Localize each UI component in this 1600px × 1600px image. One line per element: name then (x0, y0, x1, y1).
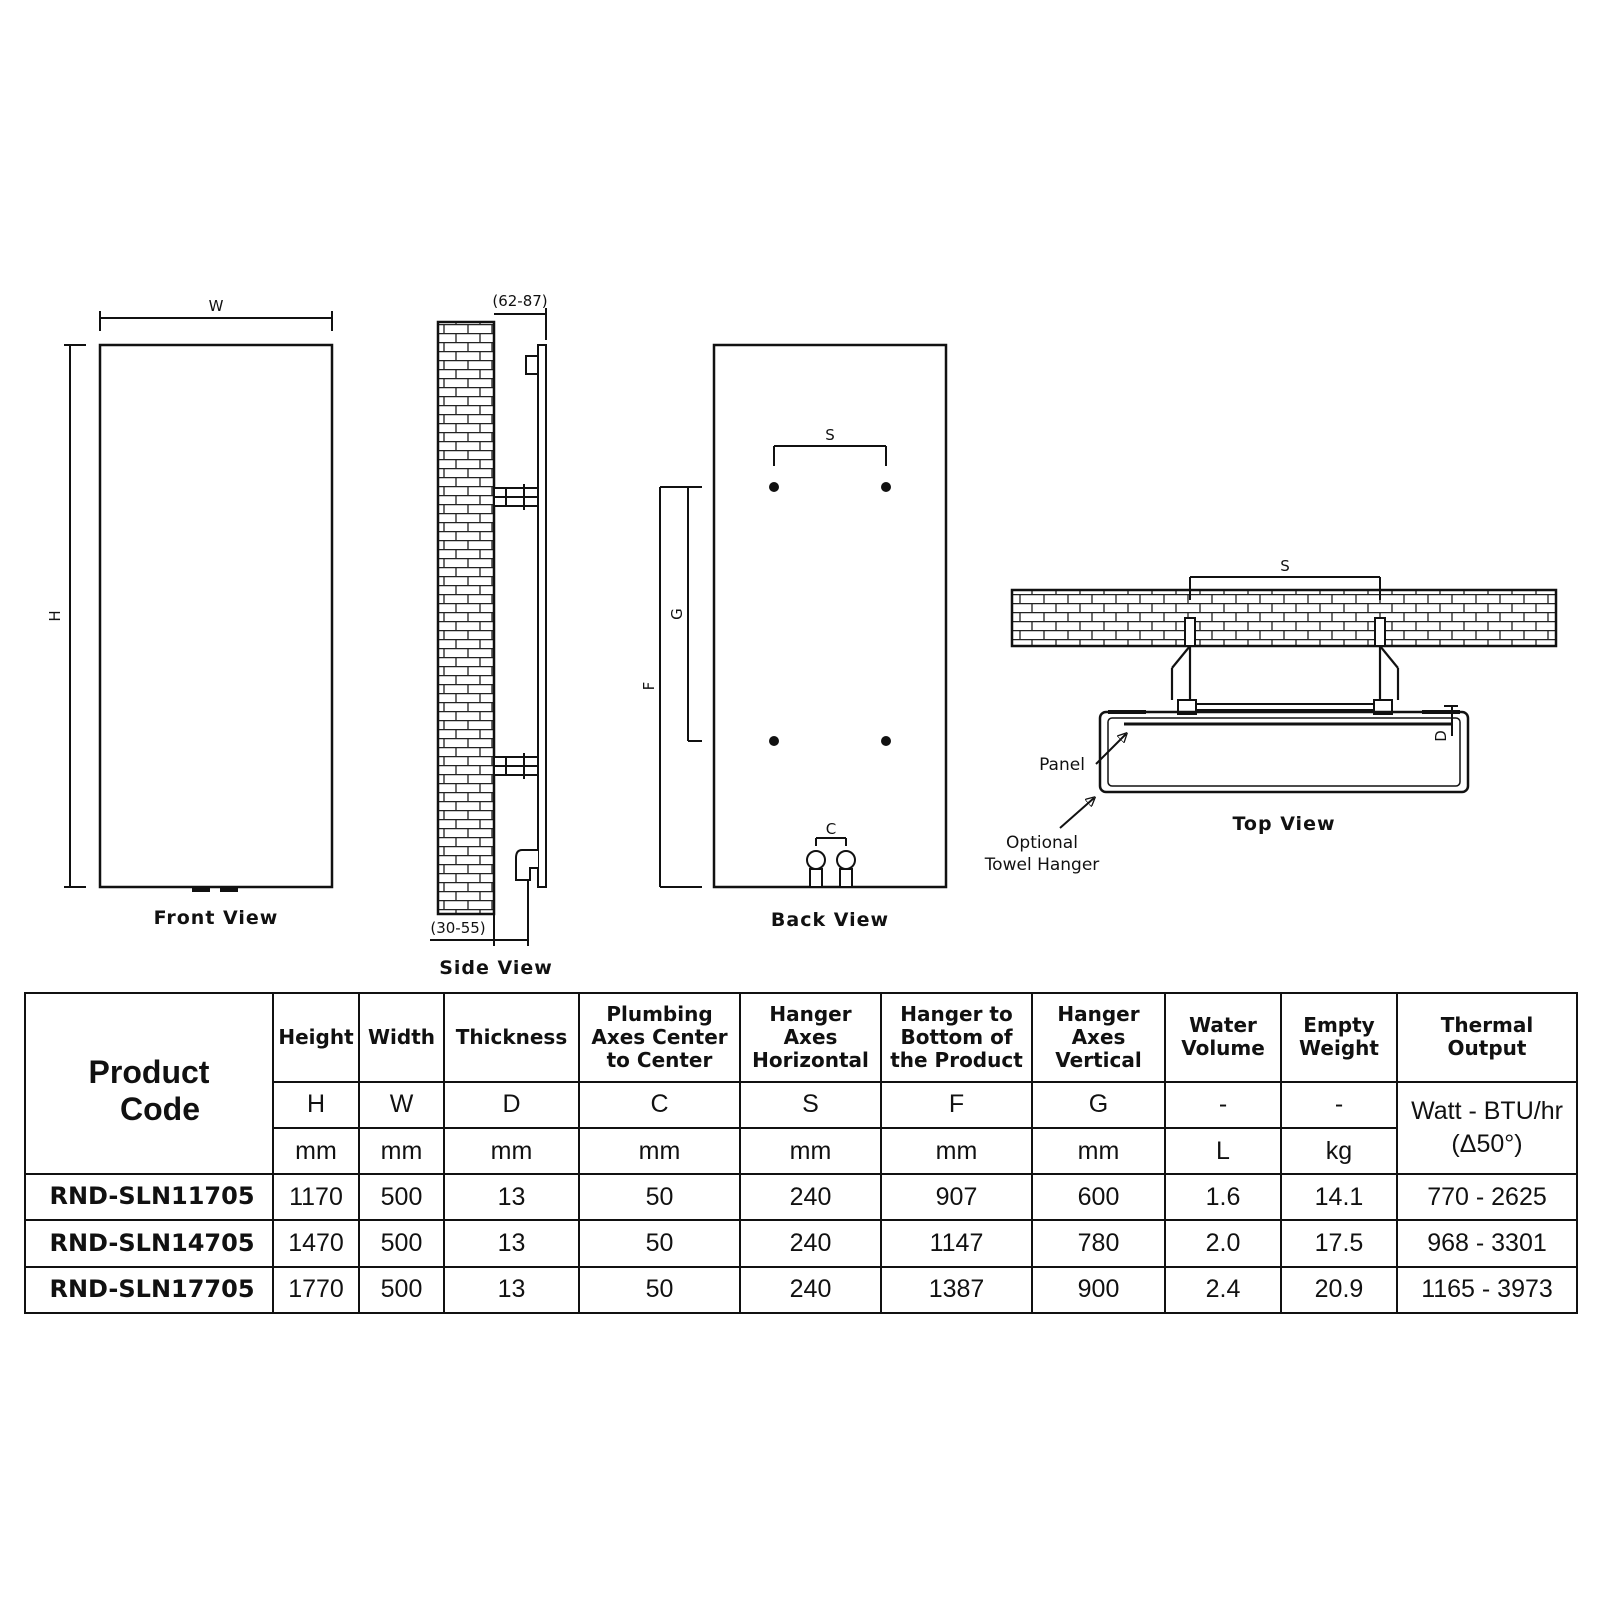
table-row (25, 1267, 1577, 1313)
symbol-cell: H (273, 1082, 359, 1128)
value-cell: 240 (740, 1174, 881, 1220)
top-view (984, 557, 1556, 875)
header-thickness: Thickness (444, 993, 579, 1082)
side-wall-brick (438, 322, 494, 914)
front-view-title: Front View (153, 907, 279, 929)
unit-cell: mm (359, 1128, 444, 1174)
side-view-title: Side View (439, 957, 553, 979)
side-view (430, 292, 553, 979)
product-code-header (25, 993, 273, 1174)
value-cell: 2.4 (1165, 1267, 1281, 1313)
side-top-spacer (526, 356, 538, 374)
back-f-label: F (640, 681, 658, 691)
back-s-label: S (825, 426, 835, 444)
side-valve (516, 850, 538, 880)
value-cell: 1165 - 3973 (1397, 1267, 1577, 1313)
header-width: Width (359, 993, 444, 1082)
panel-callout-label: Panel (1039, 755, 1085, 775)
value-cell: 240 (740, 1267, 881, 1313)
thermal-output-delta: (Δ50°) (1451, 1129, 1523, 1158)
symbol-cell: D (444, 1082, 579, 1128)
value-cell: 500 (359, 1267, 444, 1313)
symbol-cell: F (881, 1082, 1032, 1128)
back-f-dimension (660, 487, 702, 887)
header-height: Height (273, 993, 359, 1082)
symbol-cell: S (740, 1082, 881, 1128)
value-cell: 1470 (273, 1220, 359, 1266)
value-cell: 14.1 (1281, 1174, 1397, 1220)
height-dimension (64, 345, 86, 887)
back-g-label: G (668, 608, 686, 620)
header-water-volume: Water Volume (1165, 993, 1281, 1082)
header-hanger-axes-vertical: Hanger Axes Vertical (1032, 993, 1165, 1082)
back-c-label: C (825, 820, 837, 838)
hanger-hole-top-right (881, 482, 891, 492)
value-cell: 907 (881, 1174, 1032, 1220)
side-upper-bracket (494, 484, 538, 510)
top-panel-inner (1108, 718, 1460, 786)
value-cell: 780 (1032, 1220, 1165, 1266)
header-hanger-axes-horizontal: Hanger Axes Horizontal (740, 993, 881, 1082)
value-cell: 1.6 (1165, 1174, 1281, 1220)
unit-cell: L (1165, 1128, 1281, 1174)
unit-cell: mm (273, 1128, 359, 1174)
specification-table (24, 992, 1578, 1314)
value-cell: 2.0 (1165, 1220, 1281, 1266)
value-cell: 240 (740, 1220, 881, 1266)
back-view (640, 345, 946, 931)
value-cell: 13 (444, 1174, 579, 1220)
unit-cell: kg (1281, 1128, 1397, 1174)
table-header-row (25, 993, 1577, 1082)
height-label: H (46, 610, 64, 622)
top-hanger-arms (1172, 646, 1398, 700)
value-cell: 1170 (273, 1174, 359, 1220)
hanger-hole-top-left (769, 482, 779, 492)
back-view-title: Back View (770, 909, 890, 931)
unit-cell: mm (1032, 1128, 1165, 1174)
symbol-cell: - (1281, 1082, 1397, 1128)
hanger-hole-bottom-left (769, 736, 779, 746)
towel-hanger-callout-label-2: Towel Hanger (984, 855, 1100, 875)
hanger-hole-bottom-right (881, 736, 891, 746)
product-code-cell: RND-SLN17705 (25, 1267, 273, 1313)
thermal-output-symbol: Watt - BTU/hr (1411, 1097, 1563, 1126)
value-cell: 50 (579, 1174, 740, 1220)
table-row (25, 1174, 1577, 1220)
side-bottom-gap-label: (30-55) (430, 919, 486, 937)
side-top-gap-dimension (494, 308, 546, 340)
symbol-cell: - (1165, 1082, 1281, 1128)
value-cell: 900 (1032, 1267, 1165, 1313)
value-cell: 770 - 2625 (1397, 1174, 1577, 1220)
side-lower-bracket (494, 753, 538, 779)
header-plumbing-axes: Plumbing Axes Center to Center (579, 993, 740, 1082)
value-cell: 1770 (273, 1267, 359, 1313)
top-view-title: Top View (1232, 813, 1336, 835)
value-cell: 1147 (881, 1220, 1032, 1266)
unit-cell: mm (740, 1128, 881, 1174)
value-cell: 50 (579, 1220, 740, 1266)
value-cell: 968 - 3301 (1397, 1220, 1577, 1266)
top-d-label: D (1432, 730, 1450, 742)
value-cell: 500 (359, 1220, 444, 1266)
thermal-output-unit-cell (1397, 1082, 1577, 1175)
value-cell: 1387 (881, 1267, 1032, 1313)
unit-cell: mm (579, 1128, 740, 1174)
value-cell: 500 (359, 1174, 444, 1220)
front-panel (100, 345, 332, 887)
towel-hanger-callout-label-1: Optional (1006, 833, 1078, 853)
unit-cell: mm (881, 1128, 1032, 1174)
header-hanger-to-bottom: Hanger to Bottom of the Product (881, 993, 1032, 1082)
unit-cell: mm (444, 1128, 579, 1174)
front-view (46, 297, 332, 929)
side-top-gap-label: (62-87) (492, 292, 548, 310)
product-code-cell: RND-SLN11705 (25, 1174, 273, 1220)
value-cell: 17.5 (1281, 1220, 1397, 1266)
table-row (25, 1220, 1577, 1266)
value-cell: 600 (1032, 1174, 1165, 1220)
product-code-header-line-2: Code (120, 1090, 200, 1127)
symbol-cell: W (359, 1082, 444, 1128)
value-cell: 13 (444, 1220, 579, 1266)
product-code-header-line-1: Product (88, 1053, 210, 1090)
value-cell: 13 (444, 1267, 579, 1313)
value-cell: 50 (579, 1267, 740, 1313)
towel-hanger-callout-arrow (1060, 798, 1094, 828)
top-wall-brick (1012, 590, 1556, 646)
front-valve-left (192, 887, 210, 892)
value-cell: 20.9 (1281, 1267, 1397, 1313)
symbol-cell: C (579, 1082, 740, 1128)
back-g-dimension (688, 487, 702, 741)
header-thermal-output: Thermal Output (1397, 993, 1577, 1082)
symbol-cell: G (1032, 1082, 1165, 1128)
side-panel (538, 345, 546, 887)
header-empty-weight: Empty Weight (1281, 993, 1397, 1082)
top-s-label: S (1280, 557, 1290, 575)
product-code-cell: RND-SLN14705 (25, 1220, 273, 1266)
front-valve-right (220, 887, 238, 892)
width-label: W (208, 297, 224, 315)
